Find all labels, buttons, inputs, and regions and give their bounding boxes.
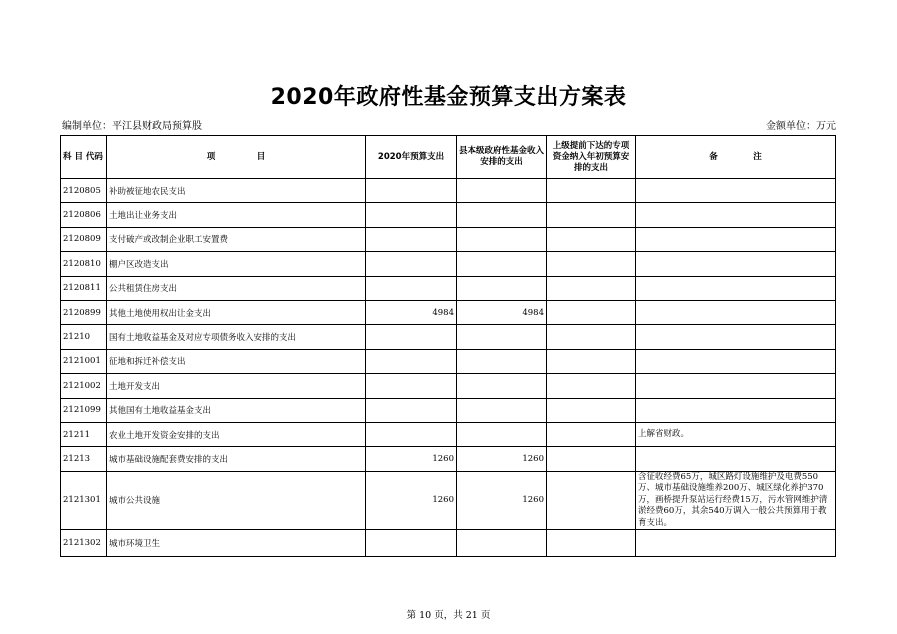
row-budget — [366, 374, 457, 398]
row-county — [457, 227, 547, 251]
row-note — [636, 530, 836, 557]
row-note: 上解省财政。 — [636, 422, 836, 446]
header-item: 项 目 — [107, 136, 366, 179]
row-budget — [366, 252, 457, 276]
row-item: 农业土地开发资金安排的支出 — [107, 422, 366, 446]
row-code: 2120899 — [61, 300, 107, 324]
row-upper — [547, 398, 636, 422]
row-note — [636, 227, 836, 251]
row-code: 2121001 — [61, 349, 107, 373]
table-row — [61, 179, 836, 203]
row-county — [457, 374, 547, 398]
row-county: 1260 — [457, 471, 547, 530]
row-note — [636, 398, 836, 422]
row-budget — [366, 349, 457, 373]
row-code: 2121099 — [61, 398, 107, 422]
row-code: 2120810 — [61, 252, 107, 276]
row-upper — [547, 203, 636, 227]
row-upper — [547, 530, 636, 557]
amount-unit: 金额单位：万元 — [766, 121, 836, 132]
row-item: 公共租赁住房支出 — [107, 276, 366, 300]
row-budget — [366, 203, 457, 227]
row-county — [457, 325, 547, 349]
row-county — [457, 179, 547, 203]
row-code: 2120809 — [61, 227, 107, 251]
row-note — [636, 252, 836, 276]
row-code: 21211 — [61, 422, 107, 446]
page-number: 第 10 页，共 21 页 — [406, 610, 491, 621]
header-county: 县本级政府性基金收入安排的支出 — [457, 136, 547, 179]
row-code: 2121302 — [61, 530, 107, 557]
row-item: 城市环境卫生 — [107, 530, 366, 557]
row-code: 2120811 — [61, 276, 107, 300]
table-row — [61, 276, 836, 300]
row-upper — [547, 471, 636, 530]
row-upper — [547, 227, 636, 251]
row-note — [636, 447, 836, 471]
row-county — [457, 349, 547, 373]
row-county — [457, 276, 547, 300]
header-budget: 2020年预算支出 — [366, 136, 457, 179]
row-upper — [547, 325, 636, 349]
row-budget — [366, 398, 457, 422]
table-row — [61, 374, 836, 398]
row-code: 2120806 — [61, 203, 107, 227]
table-row — [61, 300, 836, 324]
row-county — [457, 252, 547, 276]
row-budget — [366, 530, 457, 557]
row-note — [636, 276, 836, 300]
row-item: 土地开发支出 — [107, 374, 366, 398]
row-upper — [547, 447, 636, 471]
row-upper — [547, 179, 636, 203]
row-budget — [366, 422, 457, 446]
row-note — [636, 349, 836, 373]
header-row — [61, 136, 836, 179]
table-row — [61, 447, 836, 471]
table-row — [61, 252, 836, 276]
row-budget: 4984 — [366, 300, 457, 324]
table-row — [61, 398, 836, 422]
row-code: 2120805 — [61, 179, 107, 203]
table-row — [61, 325, 836, 349]
row-note — [636, 203, 836, 227]
compiling-unit: 编制单位：平江县财政局预算股 — [62, 121, 202, 132]
row-budget — [366, 325, 457, 349]
header-upper: 上级提前下达的专项资金纳入年初预算安排的支出 — [547, 136, 636, 179]
table-row — [61, 227, 836, 251]
row-county — [457, 203, 547, 227]
page-title: 2020年政府性基金预算支出方案表 — [270, 85, 627, 110]
row-upper — [547, 276, 636, 300]
row-note: 含征收经费65万，城区路灯设施维护及电费550万、城市基础设施维养200万、城区绿化养护370万，画桥提升泵站运行经费15万，污水管网维护清淤经费60万，其余540万调入一般公共预算用于教育支出。 — [636, 471, 836, 530]
row-budget: 1260 — [366, 447, 457, 471]
row-note — [636, 325, 836, 349]
row-budget: 1260 — [366, 471, 457, 530]
row-county — [457, 398, 547, 422]
row-item: 其他国有土地收益基金支出 — [107, 398, 366, 422]
row-item: 城市基础设施配套费安排的支出 — [107, 447, 366, 471]
row-note — [636, 179, 836, 203]
row-budget — [366, 227, 457, 251]
row-budget — [366, 179, 457, 203]
row-upper — [547, 422, 636, 446]
row-budget — [366, 276, 457, 300]
header-code: 科 目 代码 — [61, 136, 107, 179]
row-county: 1260 — [457, 447, 547, 471]
row-item: 土地出让业务支出 — [107, 203, 366, 227]
row-code: 2121301 — [61, 471, 107, 530]
row-item: 国有土地收益基金及对应专项债务收入安排的支出 — [107, 325, 366, 349]
row-upper — [547, 349, 636, 373]
row-upper — [547, 374, 636, 398]
row-item: 补助被征地农民支出 — [107, 179, 366, 203]
row-county — [457, 530, 547, 557]
row-code: 21213 — [61, 447, 107, 471]
row-county — [457, 422, 547, 446]
table-row — [61, 530, 836, 557]
table-row — [61, 349, 836, 373]
row-upper — [547, 252, 636, 276]
budget-table — [60, 135, 836, 557]
row-item: 其他土地使用权出让金支出 — [107, 300, 366, 324]
table-row — [61, 422, 836, 446]
header-note: 备 注 — [636, 136, 836, 179]
row-item: 支付破产或改制企业职工安置费 — [107, 227, 366, 251]
row-code: 2121002 — [61, 374, 107, 398]
row-note — [636, 374, 836, 398]
table-row — [61, 203, 836, 227]
row-code: 21210 — [61, 325, 107, 349]
row-item: 征地和拆迁补偿支出 — [107, 349, 366, 373]
row-note — [636, 300, 836, 324]
table-row — [61, 471, 836, 530]
row-county: 4984 — [457, 300, 547, 324]
row-item: 棚户区改造支出 — [107, 252, 366, 276]
row-upper — [547, 300, 636, 324]
row-item: 城市公共设施 — [107, 471, 366, 530]
